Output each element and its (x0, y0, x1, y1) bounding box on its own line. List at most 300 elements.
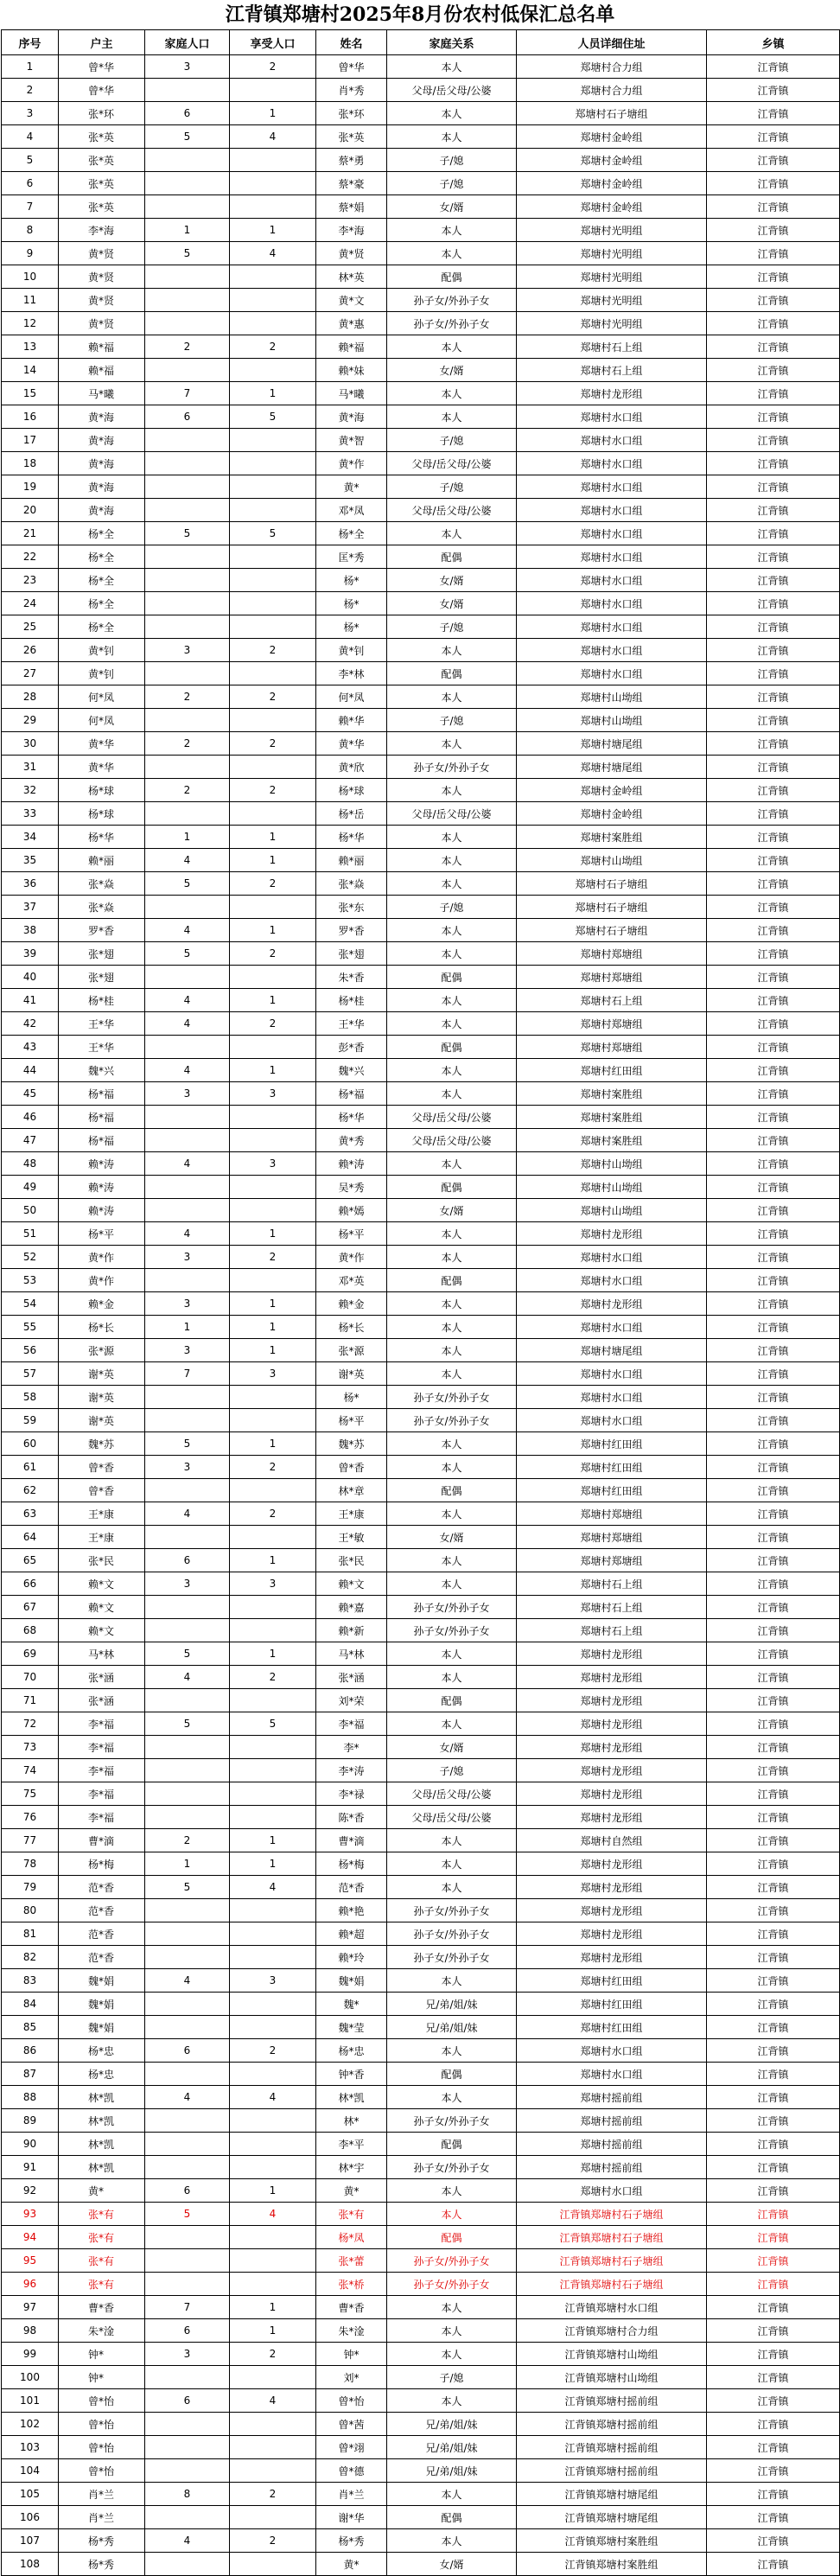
cell-beneficiaries: 2 (230, 872, 316, 896)
cell-address: 江背镇郑塘村摇前组 (517, 2413, 707, 2436)
cell-name: 杨* (316, 569, 387, 592)
cell-name: 黄*欣 (316, 756, 387, 779)
cell-address: 郑塘村金岭组 (517, 172, 707, 195)
cell-beneficiaries (230, 2459, 316, 2483)
cell-address: 郑塘村龙形组 (517, 1852, 707, 1876)
table-row (2, 1222, 840, 1246)
table-row (2, 1876, 840, 1899)
table-row (2, 2156, 840, 2179)
cell-beneficiaries (230, 1736, 316, 1759)
cell-address: 郑塘村山坳组 (517, 849, 707, 872)
cell-township: 江背镇 (707, 1642, 840, 1666)
cell-householder: 黄*贤 (59, 289, 145, 312)
cell-township: 江背镇 (707, 1012, 840, 1036)
cell-householder: 张*有 (59, 2273, 145, 2296)
table-row (2, 1596, 840, 1619)
table-row (2, 709, 840, 732)
cell-township: 江背镇 (707, 1806, 840, 1829)
cell-beneficiaries: 1 (230, 849, 316, 872)
cell-township: 江背镇 (707, 1712, 840, 1736)
cell-address: 郑塘村水口组 (517, 2039, 707, 2063)
cell-address: 郑塘村水口组 (517, 662, 707, 685)
cell-householder: 王*康 (59, 1526, 145, 1549)
cell-beneficiaries: 3 (230, 1969, 316, 1993)
cell-relation: 本人 (387, 219, 517, 242)
cell-family-size: 3 (145, 1246, 230, 1269)
cell-address: 江背镇郑塘村摇前组 (517, 2436, 707, 2459)
cell-index: 27 (2, 662, 59, 685)
cell-township: 江背镇 (707, 685, 840, 709)
cell-family-size (145, 1409, 230, 1432)
cell-beneficiaries: 1 (230, 1829, 316, 1852)
cell-relation: 子/媳 (387, 896, 517, 919)
cell-township: 江背镇 (707, 2133, 840, 2156)
cell-name: 谢*英 (316, 1362, 387, 1386)
cell-address: 郑塘村红田组 (517, 1059, 707, 1082)
cell-name: 杨*梅 (316, 1852, 387, 1876)
cell-relation: 孙子女/外孙子女 (387, 756, 517, 779)
cell-relation: 兄/弟/姐/妹 (387, 2016, 517, 2039)
cell-township: 江背镇 (707, 125, 840, 149)
cell-family-size (145, 149, 230, 172)
cell-beneficiaries: 2 (230, 335, 316, 359)
cell-index: 65 (2, 1549, 59, 1572)
cell-index: 37 (2, 896, 59, 919)
cell-index: 92 (2, 2179, 59, 2203)
cell-householder: 林*凯 (59, 2156, 145, 2179)
cell-beneficiaries: 4 (230, 125, 316, 149)
cell-index: 38 (2, 919, 59, 942)
cell-family-size: 5 (145, 1876, 230, 1899)
cell-beneficiaries (230, 2109, 316, 2133)
table-row (2, 2249, 840, 2273)
cell-family-size (145, 1036, 230, 1059)
table-row (2, 756, 840, 779)
cell-name: 杨* (316, 592, 387, 615)
cell-beneficiaries: 1 (230, 1549, 316, 1572)
cell-index: 52 (2, 1246, 59, 1269)
cell-township: 江背镇 (707, 872, 840, 896)
cell-name: 李* (316, 1736, 387, 1759)
cell-index: 26 (2, 639, 59, 662)
cell-address: 郑塘村水口组 (517, 1269, 707, 1292)
cell-beneficiaries: 2 (230, 2039, 316, 2063)
cell-householder: 黄*海 (59, 499, 145, 522)
cell-name: 黄*惠 (316, 312, 387, 335)
cell-township: 江背镇 (707, 1316, 840, 1339)
cell-index: 90 (2, 2133, 59, 2156)
cell-address: 郑塘村山坳组 (517, 1152, 707, 1176)
cell-name: 曾*翊 (316, 2436, 387, 2459)
cell-beneficiaries (230, 1782, 316, 1806)
cell-index: 24 (2, 592, 59, 615)
cell-relation: 孙子女/外孙子女 (387, 2273, 517, 2296)
cell-relation: 本人 (387, 1339, 517, 1362)
cell-relation: 配偶 (387, 1036, 517, 1059)
cell-householder: 黄* (59, 2179, 145, 2203)
cell-address: 郑塘村山坳组 (517, 709, 707, 732)
table-row (2, 732, 840, 756)
table-row (2, 429, 840, 452)
cell-address: 郑塘村龙形组 (517, 1642, 707, 1666)
cell-index: 88 (2, 2086, 59, 2109)
table-row (2, 2273, 840, 2296)
cell-address: 郑塘村龙形组 (517, 1292, 707, 1316)
cell-index: 19 (2, 475, 59, 499)
table-row (2, 592, 840, 615)
cell-relation: 本人 (387, 1059, 517, 1082)
cell-index: 106 (2, 2506, 59, 2529)
cell-name: 赖*艳 (316, 1899, 387, 1922)
cell-address: 郑塘村水口组 (517, 545, 707, 569)
cell-name: 李*禄 (316, 1782, 387, 1806)
cell-township: 江背镇 (707, 1993, 840, 2016)
cell-householder: 赖*文 (59, 1619, 145, 1642)
cell-family-size: 4 (145, 1012, 230, 1036)
cell-name: 王*敏 (316, 1526, 387, 1549)
cell-name: 杨*全 (316, 522, 387, 545)
cell-index: 51 (2, 1222, 59, 1246)
cell-index: 2 (2, 79, 59, 102)
cell-name: 赖*金 (316, 1292, 387, 1316)
cell-family-size: 4 (145, 1222, 230, 1246)
cell-index: 33 (2, 802, 59, 826)
cell-beneficiaries: 1 (230, 1316, 316, 1339)
cell-relation: 孙子女/外孙子女 (387, 1922, 517, 1946)
cell-beneficiaries: 1 (230, 219, 316, 242)
cell-beneficiaries (230, 1596, 316, 1619)
cell-householder: 张*翅 (59, 942, 145, 966)
cell-township: 江背镇 (707, 1176, 840, 1199)
cell-relation: 本人 (387, 639, 517, 662)
cell-address: 郑塘村郑塘组 (517, 966, 707, 989)
table-row (2, 1386, 840, 1409)
cell-address: 郑塘村塘尾组 (517, 1339, 707, 1362)
cell-township: 江背镇 (707, 1386, 840, 1409)
cell-householder: 赖*文 (59, 1596, 145, 1619)
cell-beneficiaries (230, 1922, 316, 1946)
cell-address: 江背镇郑塘村石子塘组 (517, 2273, 707, 2296)
cell-family-size: 3 (145, 1456, 230, 1479)
cell-householder: 赖*文 (59, 1572, 145, 1596)
cell-family-size: 3 (145, 1339, 230, 1362)
cell-name: 朱*淦 (316, 2319, 387, 2343)
cell-township: 江背镇 (707, 639, 840, 662)
cell-relation: 孙子女/外孙子女 (387, 1386, 517, 1409)
cell-name: 杨*平 (316, 1409, 387, 1432)
cell-township: 江背镇 (707, 405, 840, 429)
cell-relation: 子/媳 (387, 2366, 517, 2389)
cell-family-size (145, 2273, 230, 2296)
cell-index: 43 (2, 1036, 59, 1059)
cell-name: 杨* (316, 615, 387, 639)
cell-family-size (145, 359, 230, 382)
cell-householder: 张*涵 (59, 1689, 145, 1712)
cell-beneficiaries (230, 1759, 316, 1782)
cell-beneficiaries: 2 (230, 2343, 316, 2366)
cell-beneficiaries (230, 545, 316, 569)
cell-relation: 本人 (387, 2086, 517, 2109)
cell-index: 42 (2, 1012, 59, 1036)
cell-index: 30 (2, 732, 59, 756)
cell-name: 张*涵 (316, 1666, 387, 1689)
cell-index: 57 (2, 1362, 59, 1386)
cell-beneficiaries: 2 (230, 2529, 316, 2553)
cell-address: 郑塘村红田组 (517, 1456, 707, 1479)
cell-beneficiaries: 1 (230, 2319, 316, 2343)
cell-name: 李*平 (316, 2133, 387, 2156)
cell-beneficiaries (230, 1036, 316, 1059)
cell-householder: 杨*福 (59, 1106, 145, 1129)
cell-township: 江背镇 (707, 1502, 840, 1526)
cell-relation: 父母/岳父母/公婆 (387, 802, 517, 826)
cell-relation: 本人 (387, 849, 517, 872)
table-row (2, 872, 840, 896)
cell-index: 39 (2, 942, 59, 966)
cell-name: 马*林 (316, 1642, 387, 1666)
cell-householder: 魏*娟 (59, 1993, 145, 2016)
cell-householder: 曹*香 (59, 2296, 145, 2319)
cell-address: 郑塘村石上组 (517, 359, 707, 382)
cell-householder: 赖*涛 (59, 1152, 145, 1176)
cell-township: 江背镇 (707, 615, 840, 639)
cell-address: 郑塘村案胜组 (517, 826, 707, 849)
cell-township: 江背镇 (707, 499, 840, 522)
table-row (2, 1432, 840, 1456)
cell-householder: 黄*华 (59, 756, 145, 779)
cell-relation: 本人 (387, 1246, 517, 1269)
cell-index: 73 (2, 1736, 59, 1759)
cell-relation: 孙子女/外孙子女 (387, 1619, 517, 1642)
cell-family-size (145, 1106, 230, 1129)
cell-family-size: 1 (145, 1316, 230, 1339)
cell-address: 郑塘村水口组 (517, 1316, 707, 1339)
cell-family-size (145, 289, 230, 312)
cell-family-size: 6 (145, 2319, 230, 2343)
cell-householder: 朱*淦 (59, 2319, 145, 2343)
cell-householder: 范*香 (59, 1946, 145, 1969)
cell-name: 魏*苏 (316, 1432, 387, 1456)
cell-index: 5 (2, 149, 59, 172)
cell-index: 56 (2, 1339, 59, 1362)
cell-township: 江背镇 (707, 1572, 840, 1596)
cell-relation: 子/媳 (387, 475, 517, 499)
cell-householder: 张*涵 (59, 1666, 145, 1689)
cell-address: 郑塘村水口组 (517, 1362, 707, 1386)
cell-township: 江背镇 (707, 475, 840, 499)
cell-relation: 女/婿 (387, 1736, 517, 1759)
cell-township: 江背镇 (707, 1922, 840, 1946)
cell-address: 郑塘村塘尾组 (517, 732, 707, 756)
cell-relation: 本人 (387, 2319, 517, 2343)
cell-family-size (145, 1922, 230, 1946)
cell-name: 蔡*勇 (316, 149, 387, 172)
cell-address: 郑塘村案胜组 (517, 1129, 707, 1152)
cell-beneficiaries (230, 1526, 316, 1549)
cell-address: 郑塘村龙形组 (517, 1712, 707, 1736)
cell-township: 江背镇 (707, 826, 840, 849)
cell-beneficiaries (230, 1386, 316, 1409)
cell-householder: 曾*香 (59, 1479, 145, 1502)
cell-beneficiaries (230, 2413, 316, 2436)
table-row (2, 2039, 840, 2063)
header-address: 人员详细住址 (517, 30, 707, 55)
table-row (2, 1549, 840, 1572)
cell-family-size (145, 592, 230, 615)
page-title: 江背镇郑塘村2025年8月份农村低保汇总名单 (225, 3, 615, 26)
table-row (2, 335, 840, 359)
cell-family-size: 3 (145, 2343, 230, 2366)
cell-householder: 范*香 (59, 1899, 145, 1922)
cell-name: 林*英 (316, 265, 387, 289)
cell-name: 张*焱 (316, 872, 387, 896)
cell-township: 江背镇 (707, 312, 840, 335)
cell-township: 江背镇 (707, 569, 840, 592)
cell-address: 郑塘村水口组 (517, 475, 707, 499)
cell-address: 郑塘村摇前组 (517, 2086, 707, 2109)
cell-name: 李*涛 (316, 1759, 387, 1782)
cell-name: 林*凯 (316, 2086, 387, 2109)
cell-family-size: 1 (145, 1852, 230, 1876)
cell-householder: 何*凤 (59, 709, 145, 732)
cell-township: 江背镇 (707, 2506, 840, 2529)
cell-family-size: 5 (145, 2203, 230, 2226)
cell-name: 张*有 (316, 2203, 387, 2226)
cell-name: 魏*娟 (316, 1969, 387, 1993)
cell-name: 赖*妹 (316, 359, 387, 382)
cell-family-size: 6 (145, 2389, 230, 2413)
cell-family-size (145, 1176, 230, 1199)
cell-name: 李*福 (316, 1712, 387, 1736)
cell-index: 31 (2, 756, 59, 779)
cell-township: 江背镇 (707, 195, 840, 219)
cell-address: 郑塘村山坳组 (517, 1176, 707, 1199)
cell-relation: 本人 (387, 55, 517, 79)
table-row (2, 265, 840, 289)
cell-beneficiaries (230, 359, 316, 382)
cell-family-size (145, 1596, 230, 1619)
cell-family-size (145, 2249, 230, 2273)
cell-family-size (145, 1619, 230, 1642)
table-row (2, 289, 840, 312)
cell-householder: 张*英 (59, 172, 145, 195)
cell-address: 郑塘村水口组 (517, 592, 707, 615)
cell-householder: 曾*华 (59, 55, 145, 79)
cell-township: 江背镇 (707, 1199, 840, 1222)
cell-index: 13 (2, 335, 59, 359)
table-row (2, 1292, 840, 1316)
cell-index: 18 (2, 452, 59, 475)
cell-family-size (145, 2366, 230, 2389)
cell-address: 郑塘村龙形组 (517, 1806, 707, 1829)
cell-householder: 范*香 (59, 1876, 145, 1899)
cell-beneficiaries (230, 429, 316, 452)
cell-relation: 配偶 (387, 2133, 517, 2156)
cell-index: 29 (2, 709, 59, 732)
table-row (2, 125, 840, 149)
table-row (2, 896, 840, 919)
cell-index: 15 (2, 382, 59, 405)
cell-index: 82 (2, 1946, 59, 1969)
cell-name: 黄*作 (316, 1246, 387, 1269)
cell-name: 蔡*娟 (316, 195, 387, 219)
cell-name: 林* (316, 2109, 387, 2133)
cell-address: 郑塘村案胜组 (517, 1082, 707, 1106)
cell-family-size (145, 1129, 230, 1152)
cell-address: 江背镇郑塘村塘尾组 (517, 2483, 707, 2506)
cell-householder: 林*凯 (59, 2133, 145, 2156)
table-row (2, 1922, 840, 1946)
cell-name: 曾*华 (316, 55, 387, 79)
cell-index: 87 (2, 2063, 59, 2086)
cell-township: 江背镇 (707, 359, 840, 382)
cell-family-size: 1 (145, 219, 230, 242)
cell-township: 江背镇 (707, 1549, 840, 1572)
cell-beneficiaries (230, 1993, 316, 2016)
cell-name: 赖*涛 (316, 1152, 387, 1176)
cell-relation: 父母/岳父母/公婆 (387, 79, 517, 102)
cell-township: 江背镇 (707, 289, 840, 312)
cell-index: 12 (2, 312, 59, 335)
cell-relation: 本人 (387, 1666, 517, 1689)
cell-householder: 张*英 (59, 125, 145, 149)
cell-beneficiaries: 3 (230, 1082, 316, 1106)
cell-relation: 本人 (387, 1852, 517, 1876)
cell-name: 黄*智 (316, 429, 387, 452)
cell-family-size: 5 (145, 872, 230, 896)
table-row (2, 849, 840, 872)
cell-name: 曹*滴 (316, 1829, 387, 1852)
table-row (2, 802, 840, 826)
table-row (2, 826, 840, 849)
cell-householder: 黄*钊 (59, 662, 145, 685)
cell-township: 江背镇 (707, 966, 840, 989)
cell-beneficiaries (230, 2366, 316, 2389)
cell-householder: 黄*钊 (59, 639, 145, 662)
cell-beneficiaries (230, 709, 316, 732)
cell-relation: 孙子女/外孙子女 (387, 1409, 517, 1432)
cell-householder: 曾*香 (59, 1456, 145, 1479)
cell-address: 郑塘村石上组 (517, 335, 707, 359)
cell-address: 郑塘村光明组 (517, 312, 707, 335)
cell-householder: 肖*兰 (59, 2506, 145, 2529)
cell-householder: 肖*兰 (59, 2483, 145, 2506)
cell-family-size (145, 2553, 230, 2576)
cell-address: 郑塘村龙形组 (517, 1736, 707, 1759)
cell-family-size (145, 2436, 230, 2459)
cell-beneficiaries (230, 172, 316, 195)
cell-beneficiaries: 2 (230, 639, 316, 662)
cell-beneficiaries (230, 475, 316, 499)
cell-householder: 杨*秀 (59, 2553, 145, 2576)
cell-beneficiaries: 2 (230, 1246, 316, 1269)
cell-relation: 配偶 (387, 2063, 517, 2086)
cell-relation: 本人 (387, 1012, 517, 1036)
cell-beneficiaries (230, 1899, 316, 1922)
cell-family-size (145, 2506, 230, 2529)
cell-name: 曾*德 (316, 2459, 387, 2483)
cell-name: 肖*秀 (316, 79, 387, 102)
cell-beneficiaries (230, 1106, 316, 1129)
cell-index: 76 (2, 1806, 59, 1829)
cell-address: 郑塘村水口组 (517, 639, 707, 662)
cell-name: 杨*岳 (316, 802, 387, 826)
cell-township: 江背镇 (707, 1526, 840, 1549)
cell-address: 郑塘村红田组 (517, 1432, 707, 1456)
cell-relation: 本人 (387, 1572, 517, 1596)
cell-beneficiaries: 1 (230, 2296, 316, 2319)
cell-name: 刘*荣 (316, 1689, 387, 1712)
